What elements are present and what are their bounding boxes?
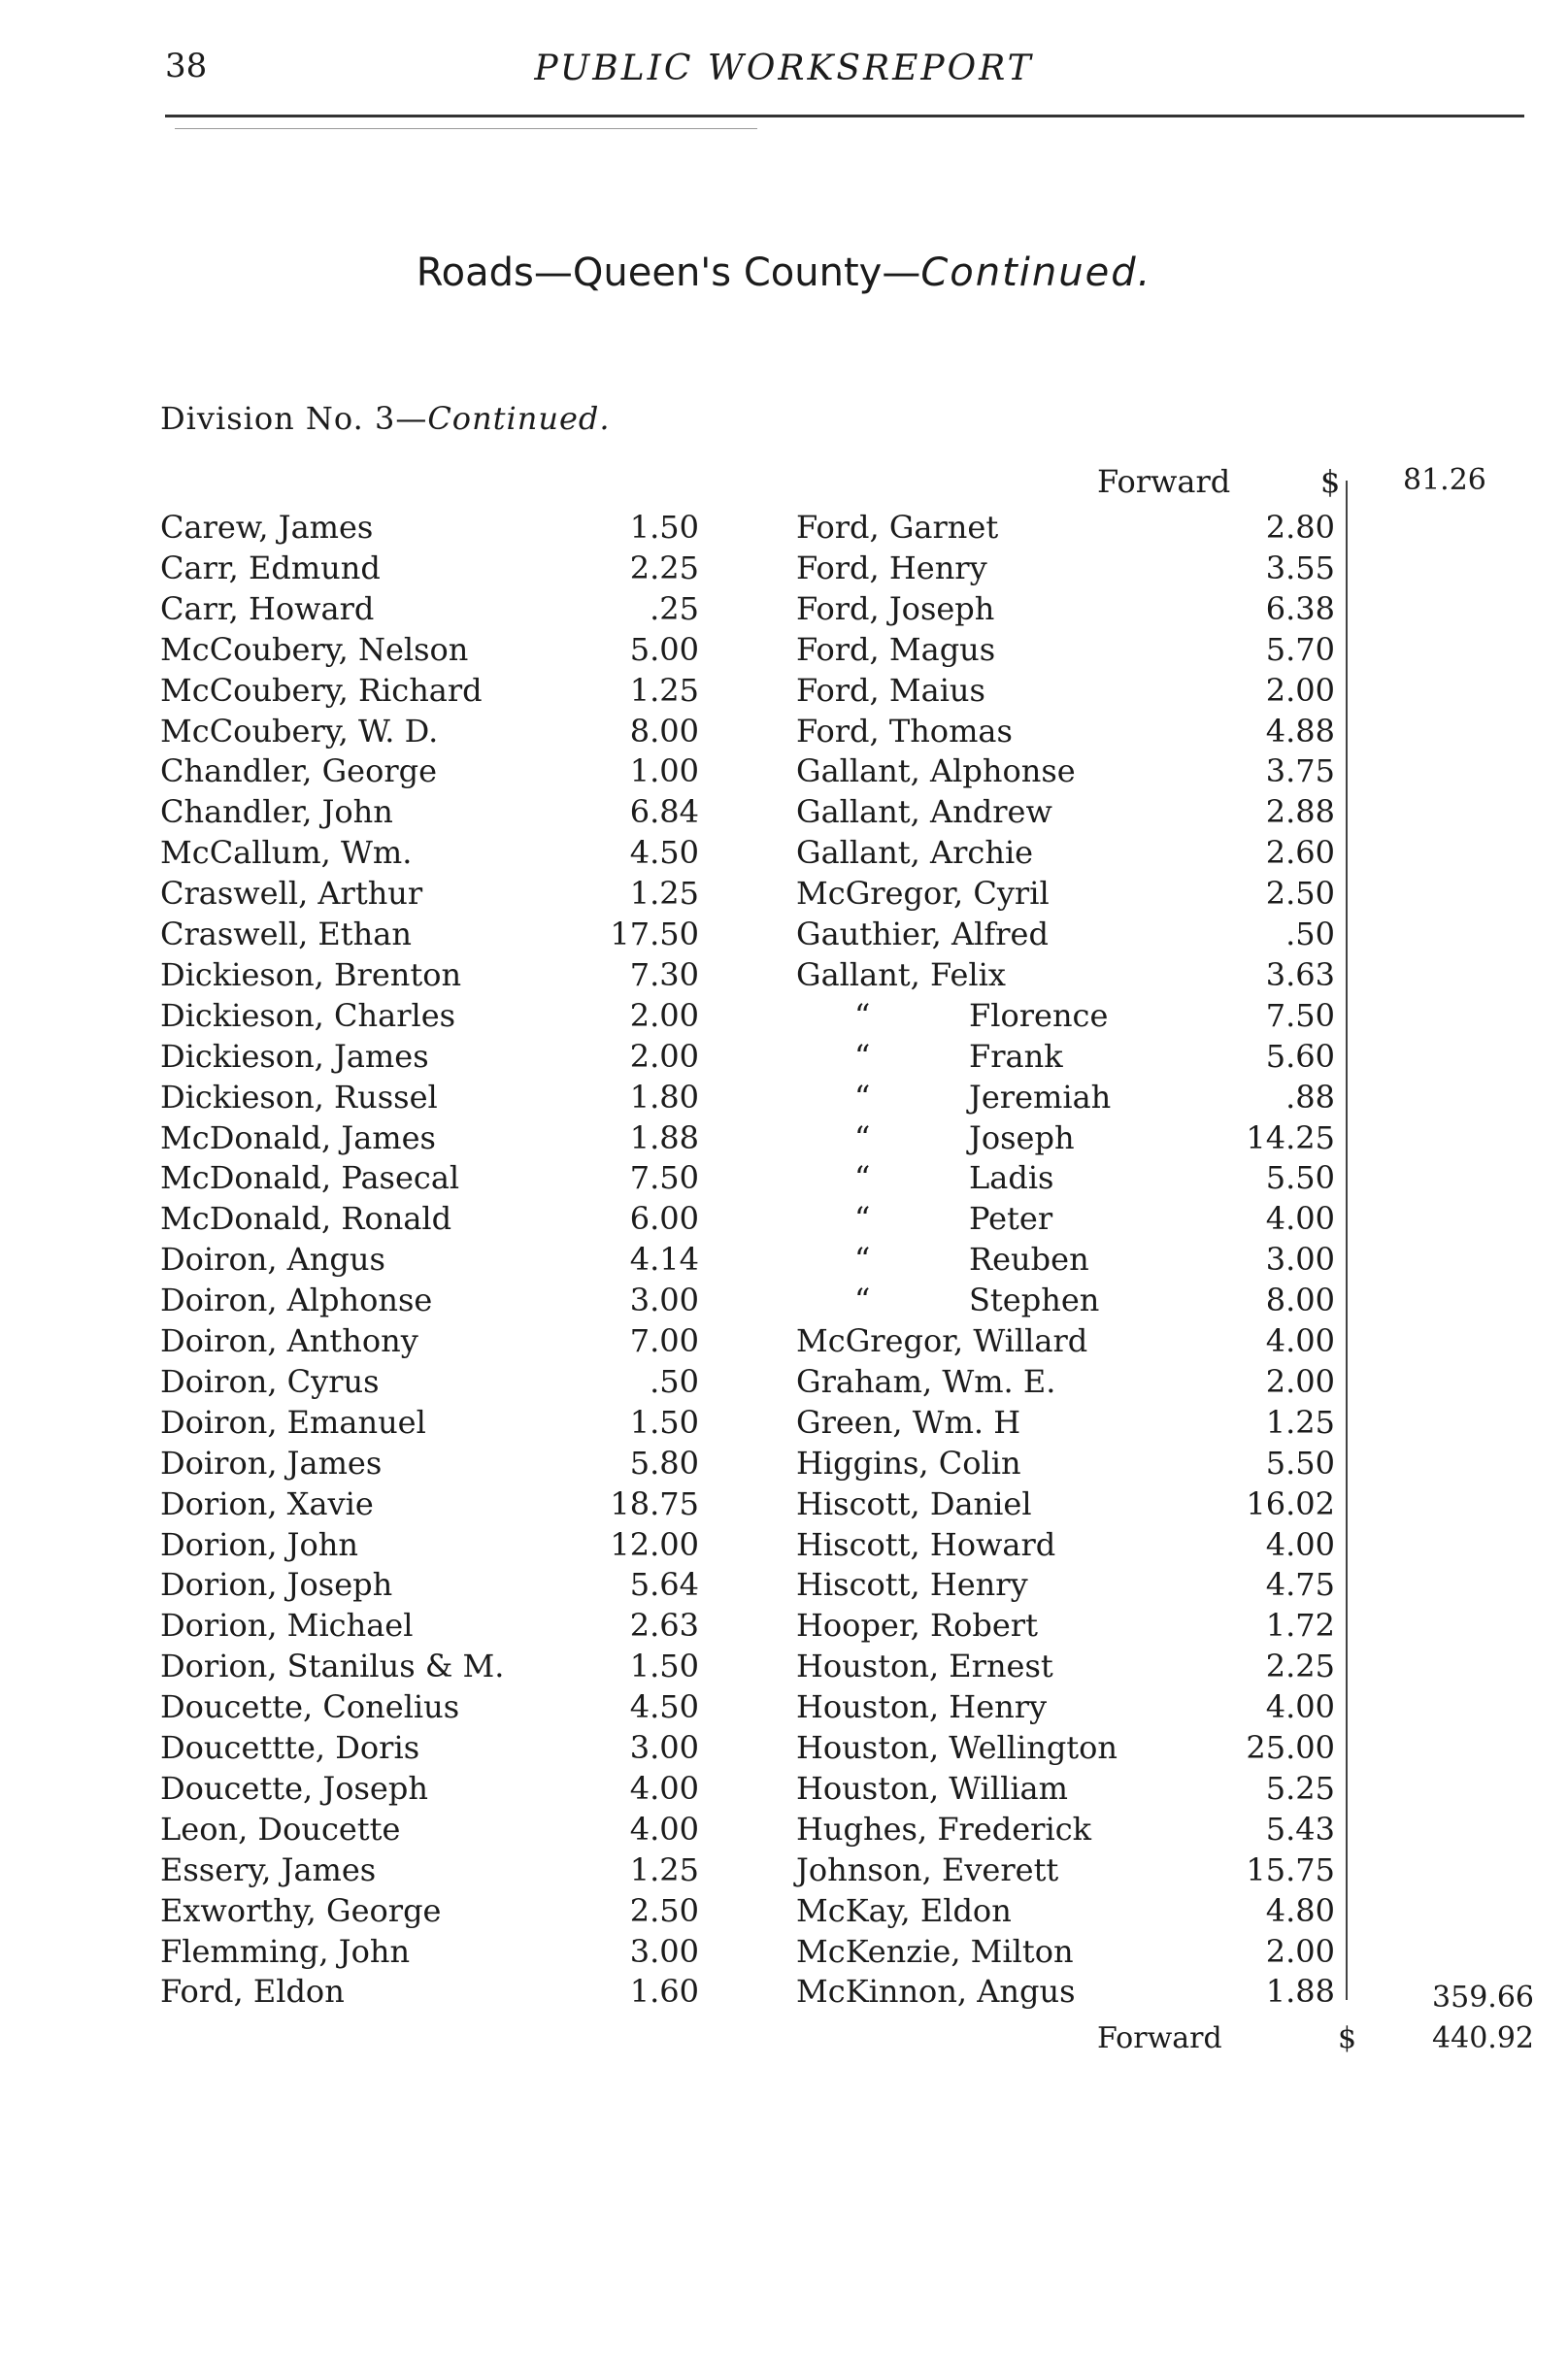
entry-amount: 4.80 [1265,1891,1335,1929]
entry-amount: 5.50 [1265,1159,1335,1197]
entry-amount: 3.63 [1265,955,1335,993]
entry-name: Gallant, Archie [796,834,1034,872]
entry-amount: 7.30 [629,955,699,993]
entry-amount: 4.88 [1265,712,1335,750]
ditto-mark: “ [854,1282,871,1319]
entry-amount: 1.72 [1265,1607,1335,1645]
page-title-continued: Continued. [920,250,1152,295]
entry-name: Doucette, Conelius [160,1688,460,1726]
entry-name: Craswell, Ethan [160,916,412,952]
entry-amount: 16.02 [1246,1484,1335,1522]
entry-name: Carr, Edmund [160,549,381,586]
entry-amount: 3.75 [1265,752,1335,790]
entry-amount: 2.00 [1265,1362,1335,1400]
entry-name: McKinnon, Angus [796,1973,1076,2011]
entry-name: McDonald, Ronald [160,1200,452,1238]
entry-amount: 4.00 [1265,1322,1335,1359]
entry-amount: 1.88 [629,1118,699,1156]
entry-amount: 2.50 [1265,875,1335,913]
entry-amount: 18.75 [610,1484,699,1522]
entry-name: Exworthy, George [160,1891,442,1929]
entry-amount: 14.25 [1246,1118,1335,1156]
entry-name: McKay, Eldon [796,1891,1012,1929]
entry-name: Ford, Joseph [796,589,995,627]
entry-name: McKenzie, Milton [796,1932,1074,1970]
entry-name: Doiron, Angus [160,1241,385,1279]
entry-name: Graham, Wm. E. [796,1362,1056,1400]
ditto-mark: “ [854,1037,871,1075]
entry-amount: 7.50 [629,1159,699,1197]
entry-name: Houston, Ernest [796,1648,1053,1685]
entry-name: Houston, Wellington [796,1729,1118,1766]
entry-name: Dickieson, Russel [160,1078,438,1116]
subtotal-amount: 359.66 [1432,1981,1534,2015]
entry-amount: 3.00 [629,1282,699,1319]
entry-amount: 2.80 [1265,509,1335,546]
page-title [0,250,1568,295]
ditto-mark: “ [854,1159,871,1197]
page-number: 38 [165,47,208,85]
entry-amount: 6.38 [1265,589,1335,627]
entry-name: Florence [969,996,1109,1034]
entry-name: Ford, Henry [796,549,987,586]
entry-name: Johnson, Everett [796,1850,1059,1888]
entry-amount: 2.00 [629,996,699,1034]
entry-amount: 1.25 [1265,1403,1335,1441]
entry-name: Reuben [969,1241,1089,1279]
entry-amount: 4.75 [1265,1566,1335,1604]
entry-amount: 5.50 [1265,1444,1335,1482]
forward-top-label: Forward [1097,463,1231,500]
entry-amount: .25 [650,589,699,627]
entry-name: Carew, James [160,509,374,546]
entry-amount: 6.00 [629,1200,699,1238]
entry-amount: 5.80 [629,1444,699,1482]
entry-amount: 5.60 [1265,1037,1335,1075]
entry-name: McCoubery, Richard [160,671,483,709]
entry-name: Hooper, Robert [796,1607,1038,1645]
entry-name: Flemming, John [160,1932,411,1970]
entry-amount: 15.75 [1246,1850,1335,1888]
entry-name: Hiscott, Howard [796,1525,1056,1563]
forward-top-dollar: $ [1320,463,1341,500]
entry-name: Doiron, Anthony [160,1322,418,1359]
entry-amount: 5.25 [1265,1769,1335,1807]
entry-amount: 4.00 [629,1810,699,1848]
entry-amount: 2.88 [1265,793,1335,831]
entry-amount: 1.25 [629,1850,699,1888]
entry-amount: 4.00 [629,1769,699,1807]
entry-amount: 25.00 [1246,1729,1335,1766]
division-label: Division No. 3— [160,400,428,437]
entry-amount: 1.88 [1265,1973,1335,2011]
ditto-mark: “ [854,1241,871,1279]
entry-name: Stephen [969,1282,1100,1319]
entry-name: Green, Wm. H [796,1403,1021,1441]
entry-amount: 7.50 [1265,996,1335,1034]
division-continued: Continued. [427,400,611,437]
entry-name: Leon, Doucette [160,1810,401,1848]
entry-name: McGregor, Willard [796,1322,1088,1359]
entry-name: Dorion, Stanilus & M. [160,1648,505,1685]
entry-name: Dorion, Xavie [160,1484,374,1522]
entry-amount: 3.55 [1265,549,1335,586]
entry-amount: 17.50 [610,916,699,952]
entry-amount: 2.50 [629,1891,699,1929]
entry-name: Ford, Thomas [796,712,1013,750]
entry-amount: 2.25 [1265,1648,1335,1685]
entry-name: Hughes, Frederick [796,1810,1092,1848]
entry-name: Ford, Magus [796,630,996,668]
entry-amount: 3.00 [1265,1241,1335,1279]
entry-amount: .50 [1285,916,1335,952]
entry-amount: 1.50 [629,1403,699,1441]
header-rule-faint [175,128,757,129]
ditto-mark: “ [854,1118,871,1156]
entry-name: Hiscott, Henry [796,1566,1028,1604]
entry-name: Hiscott, Daniel [796,1484,1032,1522]
entry-amount: 5.00 [629,630,699,668]
entry-amount: 1.80 [629,1078,699,1116]
entry-name: Ford, Garnet [796,509,999,546]
entry-amount: 4.00 [1265,1688,1335,1726]
entry-amount: 2.25 [629,549,699,586]
entry-name: Dickieson, Brenton [160,955,462,993]
entry-amount: 4.00 [1265,1525,1335,1563]
entry-amount: 2.00 [629,1037,699,1075]
entry-amount: 4.00 [1265,1200,1335,1238]
ditto-mark: “ [854,1078,871,1116]
amount-column-rule [1346,481,1348,2000]
entry-name: Gallant, Andrew [796,793,1052,831]
entry-amount: 2.00 [1265,1932,1335,1970]
entry-name: Gallant, Felix [796,955,1006,993]
entry-name: Peter [969,1200,1053,1238]
forward-bottom-amount: 440.92 [1432,2021,1534,2055]
forward-top-amount: 81.26 [1403,463,1486,497]
entry-name: Dorion, Michael [160,1607,414,1645]
entry-amount: 8.00 [629,712,699,750]
entry-name: McDonald, Pasecal [160,1159,460,1197]
entry-name: Dorion, Joseph [160,1566,393,1604]
entry-name: Doiron, Cyrus [160,1362,380,1400]
entry-name: Frank [969,1037,1063,1075]
entry-amount: 5.64 [629,1566,699,1604]
entry-name: Higgins, Colin [796,1444,1021,1482]
entry-name: Ladis [969,1159,1054,1197]
entry-name: Carr, Howard [160,589,375,627]
ditto-mark: “ [854,996,871,1034]
entry-name: Doiron, James [160,1444,383,1482]
entry-name: Joseph [969,1118,1075,1156]
entry-amount: 3.00 [629,1932,699,1970]
entry-name: McGregor, Cyril [796,875,1050,913]
entry-name: Doiron, Alphonse [160,1282,433,1319]
entry-amount: 6.84 [629,793,699,831]
header-rule [165,115,1524,117]
entry-name: Houston, Henry [796,1688,1048,1726]
entry-name: Gallant, Alphonse [796,752,1076,790]
entry-amount: 4.14 [629,1241,699,1279]
entry-amount: 2.00 [1265,671,1335,709]
entry-amount: 3.00 [629,1729,699,1766]
division-heading [160,400,611,437]
entry-name: Doiron, Emanuel [160,1403,426,1441]
entry-amount: 1.50 [629,509,699,546]
entry-amount: 1.50 [629,1648,699,1685]
entry-amount: 2.63 [629,1607,699,1645]
entry-name: McDonald, James [160,1118,436,1156]
entry-name: McCoubery, Nelson [160,630,469,668]
forward-bottom-label: Forward [1097,2021,1222,2055]
entry-amount: 8.00 [1265,1282,1335,1319]
entry-name: Doucettte, Doris [160,1729,420,1766]
entry-name: Chandler, John [160,793,393,831]
entry-amount: 1.25 [629,671,699,709]
entry-name: Gauthier, Alfred [796,916,1049,952]
entry-name: McCallum, Wm. [160,834,413,872]
running-title: PUBLIC WORKSREPORT [534,49,1034,88]
entry-amount: 2.60 [1265,834,1335,872]
entry-name: Ford, Eldon [160,1973,345,2011]
entry-name: Dickieson, Charles [160,996,456,1034]
ditto-mark: “ [854,1200,871,1238]
page-title-main: Roads—Queen's County— [416,250,921,295]
forward-bottom-dollar: $ [1338,2021,1357,2055]
entry-amount: 1.60 [629,1973,699,2011]
entry-name: Essery, James [160,1850,377,1888]
entry-name: Jeremiah [969,1078,1112,1116]
entry-amount: 5.43 [1265,1810,1335,1848]
entry-amount: 12.00 [610,1525,699,1563]
entry-amount: 7.00 [629,1322,699,1359]
entry-name: Houston, William [796,1769,1068,1807]
entry-amount: 1.25 [629,875,699,913]
entry-amount: 1.00 [629,752,699,790]
entry-name: Craswell, Arthur [160,875,423,913]
entry-name: Chandler, George [160,752,438,790]
entry-amount: 5.70 [1265,630,1335,668]
entry-amount: 4.50 [629,834,699,872]
entry-amount: .50 [650,1362,699,1400]
entry-name: Dickieson, James [160,1037,429,1075]
entry-amount: 4.50 [629,1688,699,1726]
entry-amount: .88 [1285,1078,1335,1116]
entry-name: Doucette, Joseph [160,1769,428,1807]
entry-name: Dorion, John [160,1525,358,1563]
entry-name: McCoubery, W. D. [160,712,439,750]
entry-name: Ford, Maius [796,671,985,709]
